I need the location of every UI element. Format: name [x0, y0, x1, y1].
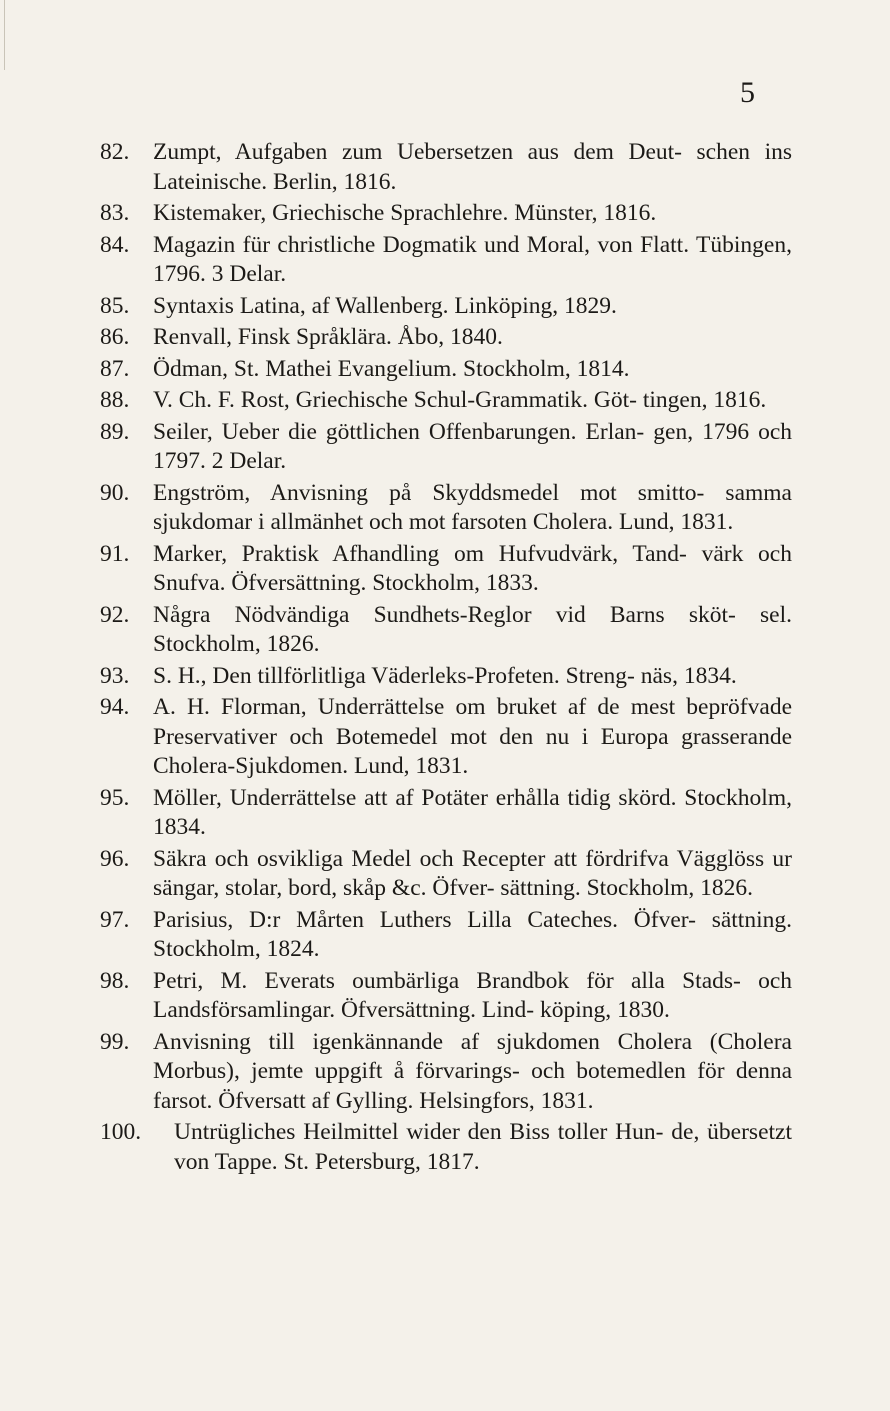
entry-text: Anvisning till igenkännande af sjukdomen Cholera (Cholera Morbus), jemte uppgift å förvarings- och botemedlen för denna farsot. Öfversatt af Gylling. Helsingfors, 1831.	[153, 1028, 792, 1114]
list-item	[100, 784, 792, 843]
entry-text: Renvall, Finsk Språklära. Åbo, 1840.	[153, 324, 503, 350]
entry-number: 87.	[100, 355, 130, 382]
list-item	[100, 1028, 792, 1117]
entry-text: Engström, Anvisning på Skyddsmedel mot smitto- samma sjukdomar i allmänhet och mot farsoten Cholera. Lund, 1831.	[153, 479, 792, 535]
entry-text: Untrügliches Heilmittel wider den Biss toller Hun- de, übersetzt von Tappe. St. Petersburg, 1817.	[174, 1119, 792, 1175]
page-edge-line	[4, 0, 5, 70]
list-item	[100, 292, 792, 322]
entry-text: A. H. Florman, Underrättelse om bruket af de mest bepröfvade Preservativer och Botemedel mot den nu i Europa grasserande Cholera-Sjukdomen. Lund, 1831.	[153, 694, 792, 779]
entry-text: S. H., Den tillförlitliga Väderleks-Profeten. Streng- näs, 1834.	[153, 662, 737, 689]
list-item	[100, 138, 792, 197]
entry-number: 93.	[100, 662, 130, 689]
entry-number: 84.	[100, 231, 130, 258]
list-item	[100, 967, 792, 1026]
entry-number: 96.	[100, 845, 130, 872]
list-item	[100, 601, 792, 660]
entry-text: Petri, M. Everats oumbärliga Brandbok för alla Stads- och Landsförsamlingar. Öfversättning. Lind- köping, 1830.	[153, 967, 792, 1023]
entry-text: Zumpt, Aufgaben zum Uebersetzen aus dem Deut- schen ins Lateinische. Berlin, 1816.	[153, 139, 792, 195]
entry-number: 91.	[100, 540, 130, 567]
entry-number: 90.	[100, 479, 130, 506]
entry-number: 100.	[100, 1119, 142, 1145]
list-item	[100, 693, 792, 782]
list-item	[100, 323, 792, 353]
entry-number: 83.	[100, 200, 130, 226]
list-item	[100, 906, 792, 965]
list-item	[100, 479, 792, 538]
entry-text: Några Nödvändiga Sundhets-Reglor vid Barns sköt- sel. Stockholm, 1826.	[153, 601, 792, 657]
list-item	[100, 845, 792, 904]
entry-text: Seiler, Ueber die göttlichen Offenbarungen. Erlan- gen, 1796 och 1797. 2 Delar.	[153, 418, 792, 474]
entry-number: 94.	[100, 694, 130, 720]
list-item	[100, 1118, 792, 1177]
entry-number: 86.	[100, 324, 130, 350]
entry-number: 92.	[100, 601, 130, 628]
entry-number: 88.	[100, 387, 130, 413]
page-number: 5	[740, 76, 755, 109]
list-item	[100, 418, 792, 477]
entry-text: Syntaxis Latina, af Wallenberg. Linköping, 1829.	[153, 292, 617, 319]
entry-text: Kistemaker, Griechische Sprachlehre. Münster, 1816.	[153, 200, 657, 226]
entry-text: Möller, Underrättelse att af Potäter erhålla tidig skörd. Stockholm, 1834.	[153, 784, 792, 840]
entry-number: 85.	[100, 292, 130, 319]
entry-text: Ödman, St. Mathei Evangelium. Stockholm, 1814.	[153, 355, 630, 382]
entry-text: Marker, Praktisk Afhandling om Hufvudvärk, Tand- värk och Snufva. Öfversättning. Stockholm, 1833.	[153, 540, 792, 596]
entry-number: 82.	[100, 139, 130, 165]
list-item	[100, 662, 792, 692]
list-item	[100, 231, 792, 290]
bibliography-list	[100, 138, 792, 1179]
list-item	[100, 355, 792, 385]
entry-number: 97.	[100, 906, 130, 933]
entry-number: 98.	[100, 967, 130, 994]
entry-text: V. Ch. F. Rost, Griechische Schul-Grammatik. Göt- tingen, 1816.	[153, 387, 767, 413]
entry-text: Magazin für christliche Dogmatik und Moral, von Flatt. Tübingen, 1796. 3 Delar.	[153, 231, 792, 287]
list-item	[100, 386, 792, 416]
entry-text: Parisius, D:r Mårten Luthers Lilla Cateches. Öfver- sättning. Stockholm, 1824.	[153, 906, 792, 962]
entry-number: 89.	[100, 418, 130, 445]
list-item	[100, 199, 792, 229]
entry-text: Säkra och osvikliga Medel och Recepter att fördrifva Vägglöss ur sängar, stolar, bord, skåp &c. Öfver- sättning. Stockholm, 1826.	[153, 845, 792, 901]
list-item	[100, 540, 792, 599]
entry-number: 99.	[100, 1028, 130, 1055]
entry-number: 95.	[100, 784, 130, 811]
